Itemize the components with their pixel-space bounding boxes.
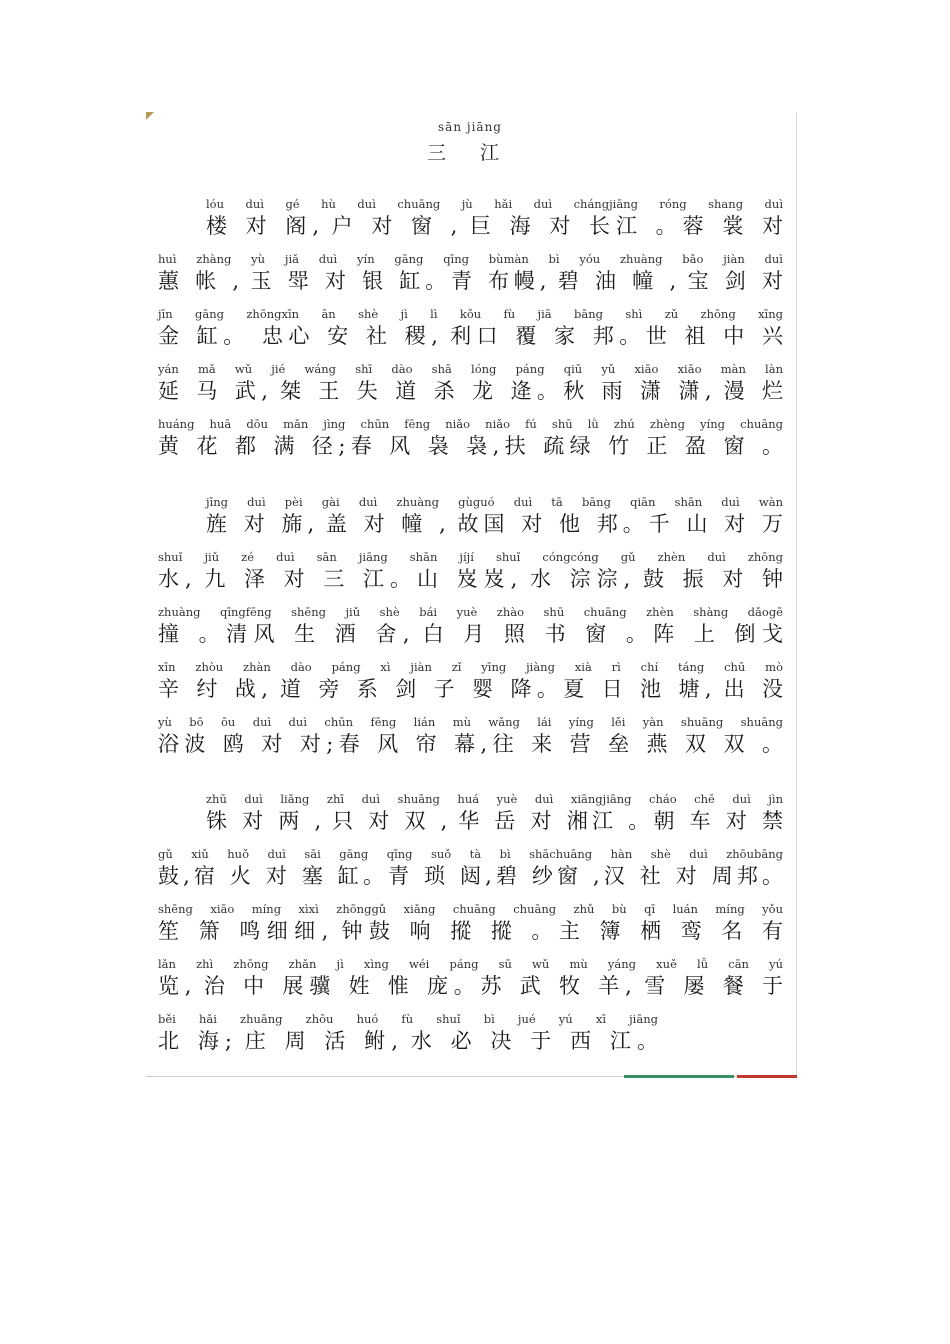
pinyin-line: xīn zhòu zhàn dào páng xì jiàn zǐ yīng jiàng xià rì chí táng chū mò bbox=[158, 660, 783, 674]
hanzi-line: 金 缸。 忠心 安 社 稷, 利口 覆 家 邦。世 祖 中 兴 bbox=[158, 324, 783, 348]
page-corner-mark bbox=[146, 112, 154, 120]
pinyin-line: gǔ xiǔ huǒ duì sāi gāng qīng suǒ tà bì shāchuāng hàn shè duì zhōubāng bbox=[158, 847, 783, 861]
verse-line bbox=[158, 714, 783, 758]
footer-bar-red bbox=[737, 1075, 797, 1078]
hanzi-line: 水, 九 泽 对 三 江。山 岌岌, 水 淙淙, 鼓 振 对 钟 bbox=[158, 567, 783, 591]
verse-line bbox=[158, 416, 783, 460]
footer-bar-green bbox=[624, 1075, 734, 1078]
pinyin-line: zhū duì liǎng zhī duì shuāng huá yuè duì xiāngjiāng cháo chē duì jìn bbox=[206, 792, 783, 806]
verse-line bbox=[158, 956, 783, 1000]
title-hanzi: 三 江 bbox=[426, 142, 514, 164]
pinyin-line: yù bō ōu duì duì chūn fēng lián mù wǎng lái yíng lěi yàn shuāng shuāng bbox=[158, 715, 783, 729]
pinyin-line: běi hǎi zhuāng zhōu huó fù shuǐ bì jué yú xī jiāng bbox=[158, 1012, 658, 1026]
verse-line bbox=[206, 791, 783, 835]
verse-line bbox=[158, 306, 783, 350]
hanzi-line: 旌 对 旆, 盖 对 幢 , 故国 对 他 邦。千 山 对 万 bbox=[206, 512, 783, 536]
hanzi-line: 黄 花 都 满 径;春 风 袅 袅,扶 疏绿 竹 正 盈 窗 。 bbox=[158, 434, 783, 458]
verse-line bbox=[158, 251, 783, 295]
verse-line bbox=[158, 901, 783, 945]
verse-line bbox=[158, 1011, 658, 1055]
hanzi-line: 撞 。清风 生 酒 舍, 白 月 照 书 窗 。阵 上 倒戈 bbox=[158, 622, 783, 646]
hanzi-line: 笙 箫 鸣细细, 钟鼓 响 摐 摐 。主 簿 栖 鸾 名 有 bbox=[158, 919, 783, 943]
hanzi-line: 览, 治 中 展骥 姓 惟 庞。苏 武 牧 羊, 雪 屡 餐 于 bbox=[158, 974, 783, 998]
hanzi-line: 蕙 帐 , 玉 斝 对 银 缸。青 布幔, 碧 油 幢 , 宝 剑 对 bbox=[158, 269, 783, 293]
verse-line bbox=[206, 494, 783, 538]
pinyin-line: huáng huā dōu mǎn jìng chūn fēng niǎo niǎo fú shū lǜ zhú zhèng yíng chuāng bbox=[158, 417, 783, 431]
pinyin-line: yán mǎ wǔ jié wáng shī dào shā lóng páng qiū yǔ xiāo xiāo màn làn bbox=[158, 362, 783, 376]
pinyin-line: zhuàng qīngfēng shēng jiǔ shè bái yuè zhào shū chuāng zhèn shàng dǎogē bbox=[158, 605, 783, 619]
verse-line bbox=[158, 361, 783, 405]
hanzi-line: 铢 对 两 , 只 对 双 , 华 岳 对 湘江 。朝 车 对 禁 bbox=[206, 809, 783, 833]
title-block bbox=[400, 120, 540, 165]
hanzi-line: 辛 纣 战, 道 旁 系 剑 子 婴 降。夏 日 池 塘, 出 没 bbox=[158, 677, 783, 701]
pinyin-line: shuǐ jiǔ zé duì sān jiāng shān jíjí shuǐ cóngcóng gǔ zhèn duì zhōng bbox=[158, 550, 783, 564]
pinyin-line: jīn gāng zhōngxīn ān shè jì lì kǒu fù jiā bāng shì zǔ zhōng xīng bbox=[158, 307, 783, 321]
pinyin-line: lóu duì gé hù duì chuāng jù hǎi duì chángjiāng róng shang duì bbox=[206, 197, 783, 211]
pinyin-line: huì zhàng yù jiǎ duì yín gāng qīng bùmàn bì yóu zhuàng bǎo jiàn duì bbox=[158, 252, 783, 266]
verse-line bbox=[158, 659, 783, 703]
hanzi-line: 楼 对 阁, 户 对 窗 , 巨 海 对 长江 。蓉 裳 对 bbox=[206, 214, 783, 238]
pinyin-line: shēng xiāo míng xìxì zhōnggǔ xiǎng chuāng chuāng zhǔ bù qī luán míng yǒu bbox=[158, 902, 783, 916]
hanzi-line: 北 海; 庄 周 活 鲋, 水 必 决 于 西 江。 bbox=[158, 1029, 658, 1053]
title-pinyin: sān jiāng bbox=[438, 120, 502, 134]
hanzi-line: 鼓,宿 火 对 塞 缸。青 琐 闼,碧 纱窗 ,汉 社 对 周邦。 bbox=[158, 864, 783, 888]
hanzi-line: 延 马 武, 桀 王 失 道 杀 龙 逄。秋 雨 潇 潇, 漫 烂 bbox=[158, 379, 783, 403]
verse-line bbox=[158, 846, 783, 890]
verse-line bbox=[158, 549, 783, 593]
verse-line bbox=[158, 604, 783, 648]
pinyin-line: lǎn zhì zhōng zhǎn jì xìng wéi páng sū wǔ mù yáng xuě lǚ cān yú bbox=[158, 957, 783, 971]
pinyin-line: jīng duì pèi gài duì zhuàng gùguó duì tā bāng qiān shān duì wàn bbox=[206, 495, 783, 509]
hanzi-line: 浴波 鸥 对 对;春 风 帘 幕,往 来 营 垒 燕 双 双 。 bbox=[158, 732, 783, 756]
verse-line bbox=[206, 196, 783, 240]
